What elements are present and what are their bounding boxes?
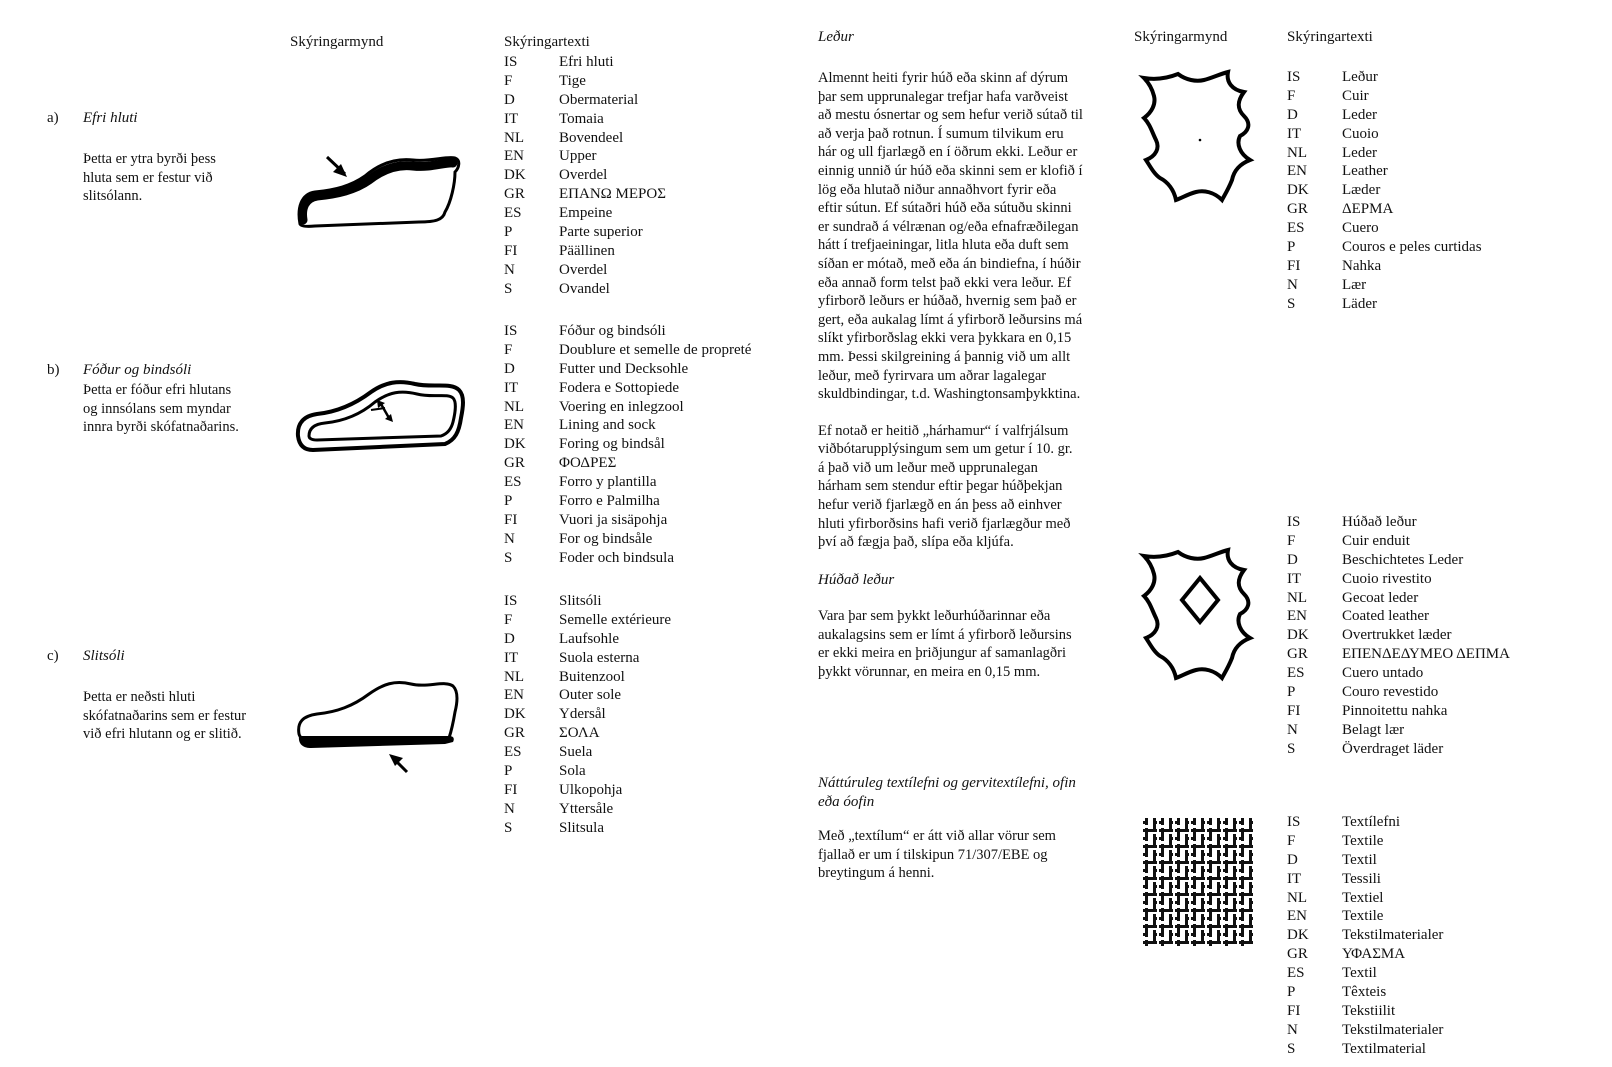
section-description-lining: Þetta er fóður efri hlutans og innsólans sem myndar innra byrði skófatnaðarins. [83,382,239,436]
term-row: GR ΕΠΕΝΔΕΔΥΜΕΟ ΔΕΠΜΑ [1287,646,1510,663]
term-row: ES Textil [1287,965,1377,982]
coated-leather-definition-text: Vara þar sem þykkt leðurhúðarinnar eða aukalagsins sem er límt á yfirborð leðursins er ekki meira en þriðjungur af samanlagðri þykkt vörunnar, en meira en 0,15 mm. [818,608,1072,680]
term-row: EN Outer sole [504,687,622,704]
term-row: DK Foring og bindsål [504,436,665,453]
term-row: P Couros e peles curtidas [1287,239,1482,256]
term-row: ES Cuero [1287,220,1379,237]
term-row: IT Tomaia [504,110,604,127]
term-row: DK Ydersål [504,706,606,723]
term-row: EN Coated leather [1287,608,1430,625]
leather-hide-icon [1140,70,1260,202]
term-list-upper [504,53,666,299]
term-row: EN Leather [1287,163,1388,180]
term-row: D Leder [1287,106,1377,123]
section-letter-c: c) [47,648,59,664]
term-row: ES Empeine [504,205,613,222]
term-row: GR ΔΕΡΜΑ [1287,201,1394,218]
term-row: IT Cuoio rivestito [1287,570,1432,587]
term-row: IS Fóður og bindsóli [504,323,666,339]
term-row: D Futter und Decksohle [504,360,689,377]
term-row: ES Cuero untado [1287,665,1424,682]
term-row: NL Bovendeel [504,129,624,146]
term-row: DK Læder [1287,182,1381,199]
section-title-outsole: Slitsóli [83,648,125,664]
term-row: FI Vuori ja sisäpohja [504,511,668,528]
term-row: IT Fodera e Sottopiede [504,379,679,396]
term-row: NL Buitenzool [504,668,625,685]
term-row: P Têxteis [1287,984,1387,1001]
section-title-leather: Leður [818,29,854,45]
term-row: S Överdraget läder [1287,740,1444,757]
term-row: F Doublure et semelle de propreté [504,341,752,358]
term-row: GR ΕΠΑΝΩ ΜΕΡΟΣ [504,186,666,203]
section-title-upper: Efri hluti [83,110,138,126]
text-column-header: Skýringartexti [504,34,590,50]
section-letter-b: b) [47,362,60,378]
section-title-lining: Fóður og bindsóli [83,362,192,378]
term-row: EN Upper [504,148,597,165]
shoe-outsole-diagram [295,676,465,776]
term-row: P Sola [504,763,586,780]
term-row: IT Suola esterna [504,649,640,666]
textiles-definition-text: Með „textílum“ er átt við allar vörur sem fjallað er um í tilskipun 71/307/EBE og breytingum á henni. [818,828,1056,882]
term-row: N Tekstilmaterialer [1287,1021,1444,1038]
term-row: D Obermaterial [504,91,639,108]
term-row: P Couro revestido [1287,684,1439,701]
section-title-textiles: Náttúruleg textílefni og gervitextílefni, ofin eða óofin [818,775,1076,810]
term-list-textiles [1287,813,1443,1059]
term-row: IS Slitsóli [504,593,602,609]
term-row: FI Päällinen [504,242,615,259]
term-list-lining [504,322,751,568]
term-list-coated-leather [1287,513,1510,759]
term-row: D Beschichtetes Leder [1287,551,1464,568]
term-row: NL Leder [1287,144,1377,161]
term-row: S Slitsula [504,819,605,836]
coated-leather-icon [1140,548,1260,680]
term-row: N Belagt lær [1287,721,1405,738]
term-row: NL Gecoat leder [1287,589,1419,606]
term-list-leather [1287,68,1482,314]
term-row: N Lær [1287,276,1367,293]
term-row: NL Voering en inlegzool [504,398,684,415]
term-row: S Textilmaterial [1287,1040,1426,1057]
term-row: ES Forro y plantilla [504,474,657,491]
term-row: IS Textílefni [1287,814,1401,830]
diagram-column-header-right: Skýringarmynd [1134,29,1228,45]
term-row: DK Overdel [504,167,608,184]
shoe-upper-diagram [295,150,465,235]
term-row: IS Húðað leður [1287,514,1417,530]
term-list-outsole [504,592,671,838]
term-row: IT Cuoio [1287,125,1379,142]
term-row: F Cuir enduit [1287,532,1410,549]
term-row: S Foder och bindsula [504,549,674,566]
term-row: EN Textile [1287,908,1384,925]
term-row: ES Suela [504,744,593,761]
term-row: FI Ulkopohja [504,781,623,798]
term-row: NL Textiel [1287,889,1384,906]
shoe-lining-diagram [295,378,465,463]
term-row: D Laufsohle [504,630,619,647]
term-row: FI Pinnoitettu nahka [1287,702,1448,719]
section-letter-a: a) [47,110,59,126]
term-row: GR ΦΟΔΡΕΣ [504,455,617,472]
term-row: DK Tekstilmaterialer [1287,927,1444,944]
term-row: F Textile [1287,832,1384,849]
term-row: D Textil [1287,851,1377,868]
leather-definition-text: Almennt heiti fyrir húð eða skinn af dýrum þar sem upprunalegar trefjar hafa varðveist að mestu ósnertar og sem hefur verið sútað til að verja það rotnun. Í sumum tilvikum eru hár og ull fjarlægð en í öðrum ekki. Leður er einnig unnið úr húð eða skinni sem er klofið í lög eða hlutað niður annaðhvort fyrir eða eftir sútun. Ef sútaðri húð eða sútuðu skinni er sundrað á vélrænan og/eða efnafræðilegan hátt í trefjaeiningar, litla hluta eða duft sem síðan er mótað, með eða án bindiefna, í húðir eða annað form telst það ekki vera leður. Ef yfirborð leðurs er húðað, hvernig sem það er gert, eða aukalag límt á yfirborð leðursins má slíkt yfirborðslag ekki vera þykkara en 0,15 mm. Þessi skilgreining á þannig við um allt leður, með fyrirvara um aðrar lagalegar skuldbindingar, t.d. Washingtonsamþykktina. Ef notað er heitið „hárhamur“ í valfrjálsum viðbótarupplýsingum sem um getur í 10. gr. á það við um leður með upprunalegan hárham sem stendur eftir þegar húðþekjan hefur verið fjarlægð en án þess að einhver hluti yfirborðsins hafi verið fjarlægður með því að fægja það, slípa eða kljúfa. [818,70,1083,551]
term-row: N Overdel [504,261,608,278]
term-row: S Läder [1287,295,1377,312]
term-row: P Parte superior [504,224,643,241]
term-row: FI Nahka [1287,257,1382,274]
textile-weave-icon [1142,818,1254,946]
diagram-column-header: Skýringarmynd [290,34,384,50]
section-title-coated-leather: Húðað leður [818,572,895,588]
term-row: IS Leður [1287,69,1378,85]
term-row: DK Overtrukket læder [1287,627,1452,644]
term-row: FI Tekstiilit [1287,1002,1396,1019]
term-row: IT Tessili [1287,870,1381,887]
term-row: S Ovandel [504,280,610,297]
term-row: GR ΣΟΛΑ [504,725,600,742]
term-row: F Semelle extérieure [504,611,672,628]
term-row: IS Efri hluti [504,54,614,70]
section-description-outsole: Þetta er neðsti hluti skófatnaðarins sem er festur við efri hlutann og er slitið. [83,689,247,743]
term-row: F Tige [504,72,586,89]
term-row: F Cuir [1287,87,1369,104]
term-row: N Yttersåle [504,800,614,817]
term-row: N For og bindsåle [504,530,653,547]
term-row: P Forro e Palmilha [504,493,660,510]
section-description-upper: Þetta er ytra byrði þess hluta sem er festur við slitsólann. [83,151,216,205]
text-column-header-right: Skýringartexti [1287,29,1373,45]
term-row: GR ΥΦΑΣΜΑ [1287,946,1406,963]
term-row: EN Lining and sock [504,417,656,434]
